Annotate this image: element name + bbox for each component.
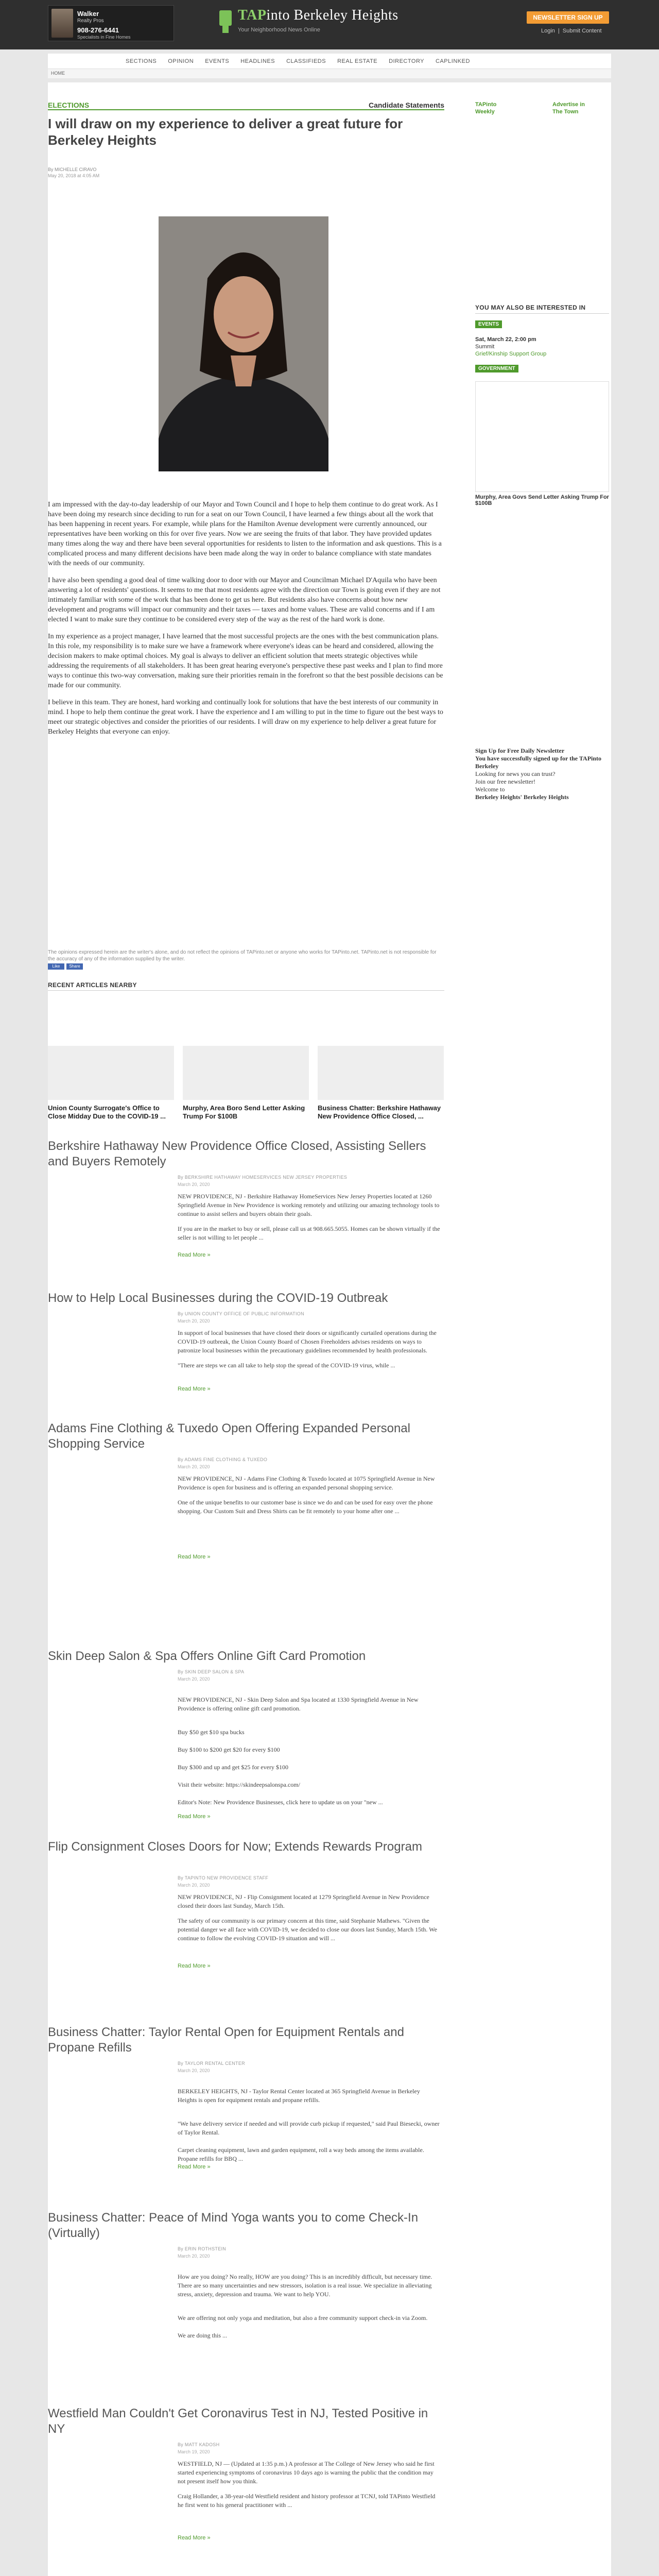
- summary-paragraph: NEW PROVIDENCE, NJ - Flip Consignment located at 1279 Springfield Avenue in New Providence closed their doors last Sunday, March 15th.: [178, 1893, 429, 1909]
- summary-paragraph: Buy $50 get $10 spa bucks Buy $100 to $200 get $20 for every $100 Buy $300 and up and get $25 for every $100 Visit their website: https://skindeepsalonspa.com/ Editor's Note: New Providence Businesses, click here to update us on your "new ...: [178, 1728, 383, 1806]
- article-date: May 20, 2018 at 4:05 AM: [48, 173, 100, 178]
- share-buttons: [48, 963, 83, 970]
- list-item: [48, 2406, 444, 2541]
- account-links: [540, 28, 603, 34]
- list-item-title[interactable]: Business Chatter: Peace of Mind Yoga wants you to come Check-In (Virtually): [48, 2211, 419, 2240]
- login-link[interactable]: Login: [541, 28, 555, 34]
- section-kicker: Candidate Statements: [368, 101, 444, 109]
- site-name: TAPinto Berkeley Heights: [238, 7, 398, 23]
- summary-paragraph: NEW PROVIDENCE, NJ - Berkshire Hathaway HomeServices New Jersey Properties located at 1260 Springfield Avenue in New Providence is working remotely and utilizing our amazing technology tools to continue to assist sellers and buyers obtain their goals.: [178, 1193, 440, 1217]
- read-more-link[interactable]: Read More »: [178, 2535, 211, 2541]
- list-item-date: March 20, 2020: [178, 1182, 210, 1187]
- event-date: Sat, March 22, 2:00 pm: [475, 336, 536, 343]
- tap-logo-icon: [215, 9, 236, 34]
- list-item-title[interactable]: Berkshire Hathaway New Providence Office Closed, Assisting Sellers and Buyers Remotely: [48, 1139, 426, 1168]
- facebook-share-button[interactable]: Share: [66, 963, 83, 970]
- recent-article-title[interactable]: Murphy, Area Boro Send Letter Asking Trump For $100B: [183, 1104, 305, 1120]
- breadcrumb-home[interactable]: HOME: [51, 71, 65, 76]
- main-nav: [48, 54, 611, 69]
- realtor-photo: [51, 9, 73, 38]
- list-item-author[interactable]: By ERIN ROTHSTEIN: [178, 2246, 227, 2251]
- list-item-summary: [178, 2264, 440, 2355]
- summary-paragraph: How are you doing? No really, HOW are you doing? This is an incredibly difficult, but necessary time. There are so many uncertainties and new stressors, isolation is a real issue. We specialize in alleviating stress, anxiety, depression and trauma. We want to help YOU.: [178, 2273, 432, 2298]
- article-paragraph: I have also been spending a good deal of time walking door to door with our Mayor and Councilman Michael D'Aquila who have been answering a lot of residents' questions. It seems to me that most residents agree with the direction our Town is going even if they are not intimately familiar with some of the work that has been done to get us here. But residents also have concerns about how new development and programs will impact our community and their taxes — taxes and home values. These are valid concerns and if I am elected I want to make sure they continue to be considered every step of the way as the rest of the hard work is done.: [48, 577, 441, 623]
- recent-article-card[interactable]: [318, 1046, 444, 1121]
- list-item: [48, 2025, 444, 2170]
- list-item-summary: [178, 1475, 440, 1522]
- article-byline[interactable]: By MICHELLE CIRAVO: [48, 167, 97, 172]
- article-headline: I will draw on my experience to deliver a great future for Berkeley Heights: [48, 116, 403, 148]
- summary-paragraph: "There are steps we can all take to help stop the spread of the COVID-19 virus, while ...: [178, 1362, 395, 1369]
- facebook-like-button[interactable]: Like: [48, 963, 64, 970]
- summary-paragraph: NEW PROVIDENCE, NJ - Skin Deep Salon and Spa located at 1330 Springfield Avenue in New Providence is offering online gift card promotion.: [178, 1696, 419, 1712]
- list-item-summary: [178, 1192, 440, 1248]
- link-separator: |: [558, 28, 560, 34]
- list-item-date: March 20, 2020: [178, 2253, 210, 2259]
- summary-paragraph: In support of local businesses that have closed their doors or significantly curtailed operations during the COVID-19 outbreak, the Union County Board of Chosen Freeholders advises residents on ways to patronize local businesses within the precautionary guidelines recommended by health professionals.: [178, 1329, 437, 1354]
- list-item-title[interactable]: Business Chatter: Taylor Rental Open for Equipment Rentals and Propane Refills: [48, 2025, 404, 2055]
- article-body: [48, 500, 444, 744]
- list-item-author[interactable]: By ADAMS FINE CLOTHING & TUXEDO: [178, 1457, 268, 1462]
- article-paragraph: In my experience as a project manager, I have learned that the most successful projects are the ones with the best communication plans. In this role, my responsibility is to make sure we have a framework where everyone's ideas can be heard and considered, allowing the decision makers to make optimal choices. My goal is always to deliver an efficient solution that meets strategic objectives while addressing the requirements of all stakeholders. It has been great hearing everyone's perspective these past weeks and I plan to find more ways to continue this two-way conversation, making sure their priorities remain in the forefront so that the best possible decisions can be made for our community.: [48, 633, 443, 689]
- recent-article-image: [183, 1046, 309, 1100]
- main-content: [48, 82, 611, 2576]
- submit-content-link[interactable]: Submit Content: [562, 28, 602, 34]
- portrait-image: [159, 216, 328, 471]
- summary-paragraph: The safety of our community is our primary concern at this time, said Stephanie Mathews. "Given the potential danger we all face with COVID-19, we decided to close our doors last Sunday, March 15th. We continue to follow the evolving COVID-19 situation and will ...: [178, 1917, 437, 1942]
- list-item-date: March 20, 2020: [178, 1676, 210, 1682]
- sidebar-story[interactable]: [475, 381, 609, 506]
- newsletter-line: Welcome to: [475, 786, 505, 793]
- nav-events[interactable]: EVENTS: [205, 58, 230, 64]
- tapinto-weekly-link[interactable]: TAPinto Weekly: [475, 101, 497, 115]
- list-item-title[interactable]: Westfield Man Couldn't Get Coronavirus Test in NJ, Tested Positive in NY: [48, 2406, 428, 2436]
- list-item-author[interactable]: By TAPINTO NEW PROVIDENCE STAFF: [178, 1875, 269, 1880]
- candidate-photo: [159, 216, 328, 471]
- realtor-ad-banner[interactable]: [48, 5, 174, 41]
- list-item-summary: [178, 1893, 440, 1949]
- list-item-title[interactable]: How to Help Local Businesses during the COVID-19 Outbreak: [48, 1291, 388, 1305]
- ad-name: Walker: [77, 10, 99, 18]
- summary-paragraph: BERKELEY HEIGHTS, NJ - Taylor Rental Center located at 365 Springfield Avenue in Berkeley Heights is open for equipment rentals and propane refills.: [178, 2088, 420, 2104]
- sidebar-story-caption[interactable]: Murphy, Area Govs Send Letter Asking Trump For $100B: [475, 494, 609, 506]
- list-item-title[interactable]: Flip Consignment Closes Doors for Now; Extends Rewards Program: [48, 1840, 422, 1854]
- list-item: [48, 1839, 444, 1969]
- summary-paragraph: Craig Hollander, a 38-year-old Westfield resident and history professor at TCNJ, told TAPinto Westfield he first went to his general practitioner with ...: [178, 2493, 436, 2509]
- ad-sub: Realty Pros: [77, 18, 104, 24]
- nav-directory[interactable]: DIRECTORY: [389, 58, 425, 64]
- list-item-date: March 19, 2020: [178, 2449, 210, 2454]
- recent-articles-heading: RECENT ARTICLES NEARBY: [48, 981, 444, 991]
- events-label[interactable]: EVENTS: [475, 320, 502, 328]
- summary-paragraph: One of the unique benefits to our customer base is since we do and can be used for easy over the phone shopping. Our Custom Suit and Dress Shirts can be fit remotely to your home after one ...: [178, 1499, 433, 1515]
- list-item-date: March 20, 2020: [178, 1318, 210, 1324]
- list-item-summary: [178, 2078, 440, 2178]
- nav-real-estate[interactable]: REAL ESTATE: [337, 58, 378, 64]
- newsletter-title: Sign Up for Free Daily Newsletter: [475, 747, 565, 754]
- list-item-date: March 20, 2020: [178, 1883, 210, 1888]
- list-item: [48, 1139, 444, 1258]
- list-item: [48, 1649, 444, 1820]
- event-name[interactable]: Grief/Kinship Support Group: [475, 351, 547, 357]
- recent-article-title[interactable]: Business Chatter: Berkshire Hathaway New Providence Office Closed, ...: [318, 1104, 441, 1120]
- recent-article-card[interactable]: [183, 1046, 309, 1121]
- list-item-author[interactable]: By MATT KADOSH: [178, 2442, 220, 2447]
- summary-paragraph: "We have delivery service if needed and will provide curb pickup if requested," said Paul Biesecki, owner of Taylor Rental. Carpet cleaning equipment, lawn and garden equipment, roll a way beds among the items available. Propane refills for BBQ ...: [178, 2120, 440, 2162]
- newsletter-signup-button[interactable]: NEWSLETTER SIGN UP: [527, 11, 609, 24]
- read-more-link[interactable]: Read More »: [178, 1814, 211, 1820]
- list-item: [48, 1421, 444, 1560]
- summary-paragraph: If you are in the market to buy or sell, please call us at 908.665.5055. Homes can be shown virtually if the seller is not willing to let people ...: [178, 1225, 440, 1241]
- newsletter-town: Berkeley Heights' Berkeley Heights: [475, 793, 569, 801]
- read-more-link[interactable]: Read More »: [178, 1963, 211, 1969]
- newsletter-line: Join our free newsletter!: [475, 778, 535, 785]
- nav-caplinked[interactable]: CAPLINKED: [436, 58, 470, 64]
- event-place: Summit: [475, 344, 495, 350]
- list-item-author[interactable]: By SKIN DEEP SALON & SPA: [178, 1669, 245, 1674]
- ad-tag: Specialists in Fine Homes: [77, 35, 131, 40]
- list-item-summary: [178, 2460, 440, 2516]
- list-item: [48, 1291, 444, 1392]
- newsletter-confirm: You have successfully signed up for the TAPinto Berkeley: [475, 755, 602, 770]
- section-header: [48, 100, 444, 110]
- sidebar-heading: YOU MAY ALSO BE INTERESTED IN: [475, 304, 609, 314]
- list-item-date: March 20, 2020: [178, 1464, 210, 1469]
- top-bar: [0, 0, 659, 49]
- nav-classifieds[interactable]: CLASSIFIEDS: [286, 58, 326, 64]
- nav-sections[interactable]: SECTIONS: [126, 58, 157, 64]
- nav-headlines[interactable]: HEADLINES: [240, 58, 275, 64]
- list-item-summary: [178, 1329, 440, 1376]
- recent-article-image: [318, 1046, 444, 1100]
- recent-article-title[interactable]: Union County Surrogate's Office to Close Midday Due to the COVID-19 ...: [48, 1104, 166, 1120]
- government-label[interactable]: GOVERNMENT: [475, 365, 518, 372]
- list-item-author[interactable]: By BERKSHIRE HATHAWAY HOMESERVICES NEW JERSEY PROPERTIES: [178, 1175, 348, 1180]
- read-more-link[interactable]: Read More »: [178, 1252, 211, 1258]
- article-paragraph: I believe in this team. They are honest, hard working and continually look for solutions that have the best interests of our community in mind. I hope to help them continue the great work. I have the experience and I am willing to put in the time to figure out the best ways to meet our strategic objectives and consider the priorities of our residents. I will draw on my experience to help deliver a great future for Berkeley Heights that everyone can enjoy.: [48, 699, 443, 736]
- list-item-author[interactable]: By UNION COUNTY OFFICE OF PUBLIC INFORMATION: [178, 1311, 304, 1316]
- nav-opinion[interactable]: OPINION: [168, 58, 194, 64]
- sidebar-event[interactable]: [475, 336, 609, 358]
- list-item-title[interactable]: Adams Fine Clothing & Tuxedo Open Offering Expanded Personal Shopping Service: [48, 1421, 410, 1451]
- ad-phone: 908-276-6441: [77, 26, 119, 34]
- section-label[interactable]: ELECTIONS: [48, 101, 90, 109]
- newsletter-widget: [475, 747, 609, 801]
- list-item: [48, 2210, 444, 2339]
- sidebar-promo-links: [475, 101, 609, 127]
- read-more-link[interactable]: Read More »: [178, 1386, 211, 1392]
- site-tagline: Your Neighborhood News Online: [238, 27, 320, 33]
- recent-article-card[interactable]: [48, 1046, 174, 1121]
- list-item-date: March 20, 2020: [178, 2068, 210, 2073]
- list-item-title[interactable]: Skin Deep Salon & Spa Offers Online Gift Card Promotion: [48, 1649, 366, 1663]
- list-item-summary: [178, 1687, 440, 1822]
- newsletter-line: Looking for news you can trust?: [475, 770, 556, 777]
- recent-article-image: [48, 1046, 174, 1100]
- summary-paragraph: WESTFIELD, NJ — (Updated at 1:35 p.m.) A professor at The College of New Jersey who said he first started experiencing symptoms of coronavirus 10 days ago is warning the public that the condition may not present itself how you think.: [178, 2460, 435, 2485]
- article-disclaimer: The opinions expressed herein are the writer's alone, and do not reflect the opinions of TAPinto.net or anyone who works for TAPinto.net. TAPinto.net is not responsible for the accuracy of any of the information supplied by the writer.: [48, 950, 437, 962]
- summary-paragraph: NEW PROVIDENCE, NJ - Adams Fine Clothing & Tuxedo located at 1075 Springfield Avenue in New Providence is open for business and is offering an expanded personal shopping service.: [178, 1475, 435, 1491]
- breadcrumb: [48, 69, 611, 78]
- advertise-link[interactable]: Advertise in The Town: [552, 101, 585, 115]
- summary-paragraph: We are offering not only yoga and meditation, but also a free community support check-in via Zoom. We are doing this ...: [178, 2314, 428, 2339]
- article-paragraph: I am impressed with the day-to-day leadership of our Mayor and Town Council and I hope to help them continue to do great work. As I have been doing my research since deciding to run for a seat on our Town Council, I have learned a few things about all the work that has been happening in recent years. For example, while plans for the Hamilton Avenue development were currently announced, our representatives have been working on this for over five years. Now we are seeing the fruits of that labor. They have provided updates many times along the way and there have been several opportunities for residents to listen to the information and ask questions. This is a complicated process and many different decisions have been made along the way in order to balance compliance with state mandates with the needs of our community.: [48, 501, 442, 567]
- site-logo[interactable]: [215, 6, 442, 40]
- read-more-link[interactable]: Read More »: [178, 1554, 211, 1560]
- list-item-author[interactable]: By TAYLOR RENTAL CENTER: [178, 2061, 245, 2066]
- sidebar-story-image: [475, 381, 609, 492]
- read-more-link[interactable]: Read More »: [178, 2164, 211, 2170]
